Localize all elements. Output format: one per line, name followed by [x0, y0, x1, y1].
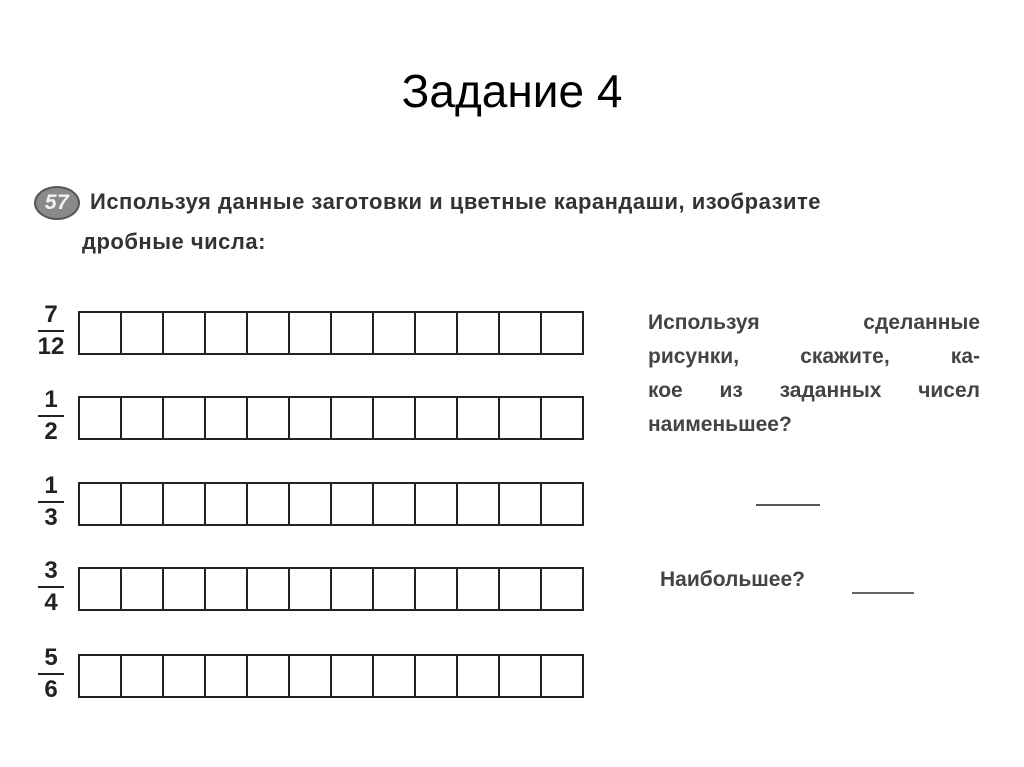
fraction-cell[interactable]: [122, 569, 164, 609]
fraction-numerator: 3: [44, 557, 58, 584]
fraction-cell[interactable]: [290, 398, 332, 438]
fraction-cell[interactable]: [164, 569, 206, 609]
fraction-cell[interactable]: [80, 656, 122, 696]
fraction-cell[interactable]: [122, 484, 164, 524]
fraction-cell[interactable]: [542, 313, 582, 353]
fraction-cell[interactable]: [458, 656, 500, 696]
fraction-cell[interactable]: [206, 484, 248, 524]
fraction-cell[interactable]: [248, 656, 290, 696]
question-line: кое из заданных чисел: [648, 379, 980, 402]
largest-question: Наибольшее?: [660, 568, 805, 591]
cell-strip: [78, 482, 584, 526]
fraction-bar: [38, 330, 64, 332]
fraction-cell[interactable]: [458, 484, 500, 524]
fraction-cell[interactable]: [542, 398, 582, 438]
fraction-cell[interactable]: [248, 313, 290, 353]
fraction-cell[interactable]: [416, 313, 458, 353]
fraction-bar: [38, 415, 64, 417]
task-line-1: [34, 182, 1009, 222]
fraction: [34, 473, 68, 531]
fraction-cell[interactable]: [500, 313, 542, 353]
fraction-numerator: 7: [44, 301, 58, 328]
fraction-cell[interactable]: [290, 569, 332, 609]
fraction-cell[interactable]: [206, 313, 248, 353]
fraction-cell[interactable]: [122, 398, 164, 438]
fraction-cell[interactable]: [80, 569, 122, 609]
fraction-cell[interactable]: [80, 484, 122, 524]
fraction-bar: [38, 586, 64, 588]
fraction-bar: [38, 673, 64, 675]
fraction-cell[interactable]: [500, 484, 542, 524]
cell-strip: [78, 654, 584, 698]
question-text: [648, 306, 980, 442]
fraction-denominator: 6: [44, 676, 58, 703]
fraction-numerator: 1: [44, 386, 58, 413]
fraction: [34, 558, 68, 616]
fraction-cell[interactable]: [332, 569, 374, 609]
answer-blank-smallest[interactable]: [756, 504, 820, 506]
fraction-cell[interactable]: [290, 656, 332, 696]
fraction-cell[interactable]: [500, 656, 542, 696]
cell-strip: [78, 396, 584, 440]
fraction-cell[interactable]: [206, 656, 248, 696]
fraction-cell[interactable]: [290, 484, 332, 524]
fraction: [34, 387, 68, 445]
fraction-cell[interactable]: [332, 313, 374, 353]
fraction-cell[interactable]: [332, 398, 374, 438]
fraction-cell[interactable]: [416, 656, 458, 696]
fraction-cell[interactable]: [374, 484, 416, 524]
fraction-cell[interactable]: [80, 313, 122, 353]
fraction-cell[interactable]: [500, 569, 542, 609]
fraction-cell[interactable]: [374, 656, 416, 696]
fraction-numerator: 1: [44, 472, 58, 499]
slide-title: Задание 4: [401, 65, 623, 117]
fraction-cell[interactable]: [80, 398, 122, 438]
fraction-cell[interactable]: [458, 313, 500, 353]
fraction-cell[interactable]: [374, 569, 416, 609]
fraction-cell[interactable]: [206, 569, 248, 609]
fraction-cell[interactable]: [164, 656, 206, 696]
fraction: [34, 302, 68, 360]
fraction-cell[interactable]: [206, 398, 248, 438]
question-line: Используя сделанные: [648, 311, 980, 334]
fraction-cell[interactable]: [500, 398, 542, 438]
fraction-cell[interactable]: [290, 313, 332, 353]
fraction-denominator: 4: [44, 589, 58, 616]
fraction-cell[interactable]: [332, 484, 374, 524]
fraction-cell[interactable]: [542, 569, 582, 609]
fraction-cell[interactable]: [374, 313, 416, 353]
fraction-cell[interactable]: [416, 398, 458, 438]
fraction-cell[interactable]: [458, 569, 500, 609]
task-header: [34, 182, 1009, 262]
fraction-cell[interactable]: [122, 313, 164, 353]
task-text-line2: дробные числа:: [82, 229, 266, 254]
fraction-cell[interactable]: [164, 484, 206, 524]
fraction-cell[interactable]: [458, 398, 500, 438]
fraction-cell[interactable]: [122, 656, 164, 696]
fraction-cell[interactable]: [542, 656, 582, 696]
fraction-denominator: 12: [37, 333, 65, 360]
fraction-cell[interactable]: [542, 484, 582, 524]
fraction-bar: [38, 501, 64, 503]
fraction-cell[interactable]: [164, 398, 206, 438]
fraction-cell[interactable]: [248, 569, 290, 609]
cell-strip: [78, 311, 584, 355]
answer-blank-largest[interactable]: [852, 592, 914, 594]
fraction-cell[interactable]: [374, 398, 416, 438]
task-number-badge: 57: [34, 186, 80, 220]
fraction-cell[interactable]: [248, 484, 290, 524]
fraction-cell[interactable]: [416, 484, 458, 524]
fraction-cell[interactable]: [332, 656, 374, 696]
fraction-cell[interactable]: [164, 313, 206, 353]
fraction-cell[interactable]: [248, 398, 290, 438]
fraction-denominator: 2: [44, 418, 58, 445]
cell-strip: [78, 567, 584, 611]
fraction: [34, 645, 68, 703]
question-line: наименьшее?: [648, 413, 792, 436]
question-line: рисунки, скажите, ка-: [648, 345, 980, 368]
fraction-numerator: 5: [44, 644, 58, 671]
fraction-denominator: 3: [44, 504, 58, 531]
fraction-cell[interactable]: [416, 569, 458, 609]
task-text-line1: Используя данные заготовки и цветные карандаши, изобразите: [90, 189, 822, 214]
